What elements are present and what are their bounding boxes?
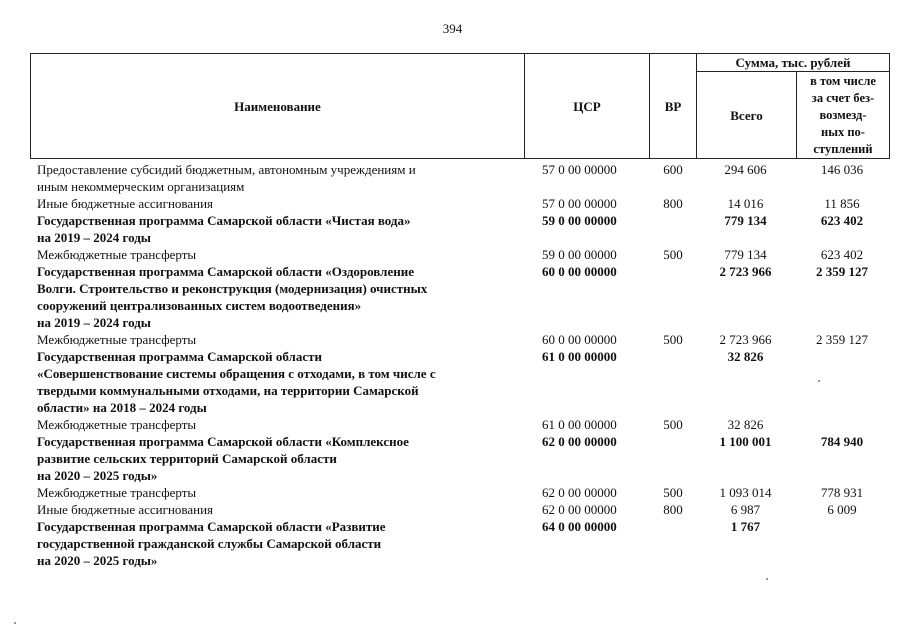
row-name: Государственная программа Самарской области «Оздоровление Волги. Строительство и реконструкция (модернизация) очистных сооружений централизованных систем водоотведения» на 2019 – 2024 годы — [37, 264, 428, 330]
row-total: 1 767 — [730, 519, 761, 534]
row-vr: 500 — [663, 332, 683, 347]
table-row — [0, 195, 905, 212]
row-incl: 146 036 — [820, 162, 864, 177]
header-csr: ЦСР — [573, 98, 601, 114]
row-incl: 778 931 — [820, 485, 864, 500]
table-row — [0, 161, 905, 195]
header-incl: в том числе за счет без- возмезд- ных по- ступлений — [810, 73, 876, 156]
table-row — [0, 246, 905, 263]
row-total: 1 100 001 — [719, 434, 772, 449]
row-total: 6 987 — [730, 502, 761, 517]
table-row — [0, 212, 905, 246]
table-row — [0, 484, 905, 501]
row-name: Межбюджетные трансферты — [37, 485, 197, 500]
row-name: Государственная программа Самарской области «Комплексное развитие сельских территорий Самарской области на 2020 – 2025 годы» — [37, 434, 409, 483]
row-total: 14 016 — [727, 196, 764, 211]
row-csr: 59 0 00 00000 — [542, 247, 617, 262]
header-sum-group: Сумма, тыс. рублей — [735, 55, 851, 70]
row-csr: 64 0 00 00000 — [542, 519, 617, 534]
row-vr: 800 — [663, 196, 683, 211]
row-total: 779 134 — [724, 213, 767, 228]
row-csr: 62 0 00 00000 — [542, 485, 617, 500]
row-name: Государственная программа Самарской области «Развитие государственной гражданской службы Самарской области на 2020 – 2025 годы» — [37, 519, 386, 568]
row-name: Межбюджетные трансферты — [37, 332, 197, 347]
table-row — [0, 331, 905, 348]
row-csr: 57 0 00 00000 — [542, 162, 617, 177]
table-row — [0, 518, 905, 569]
header-total: Всего — [730, 107, 763, 123]
row-name: Иные бюджетные ассигнования — [37, 502, 214, 517]
row-incl: 623 402 — [820, 247, 864, 262]
row-incl: 2 359 127 — [816, 264, 868, 279]
table-body — [0, 161, 905, 569]
row-total: 294 606 — [724, 162, 767, 177]
row-total: 2 723 966 — [719, 332, 772, 347]
row-name: Государственная программа Самарской области «Совершенствование системы обращения с отходами, в том числе с твердыми коммунальными отходами, на территории Самарской области» на 2018 – 2024 годы — [37, 349, 436, 415]
scan-speck — [14, 622, 16, 624]
table-row — [0, 501, 905, 518]
row-incl: 11 856 — [824, 196, 860, 211]
row-incl: 784 940 — [820, 434, 864, 449]
table-row — [0, 416, 905, 433]
row-vr: 800 — [663, 502, 683, 517]
row-csr: 60 0 00 00000 — [542, 264, 617, 279]
row-vr: 500 — [663, 485, 683, 500]
row-name: Межбюджетные трансферты — [37, 247, 197, 262]
row-csr: 62 0 00 00000 — [542, 434, 617, 449]
row-incl: 2 359 127 — [816, 332, 868, 347]
scan-speck — [818, 380, 820, 382]
row-incl: 6 009 — [827, 502, 857, 517]
table-row — [0, 263, 905, 331]
row-total: 32 826 — [727, 349, 764, 364]
row-csr: 59 0 00 00000 — [542, 213, 617, 228]
row-csr: 60 0 00 00000 — [542, 332, 617, 347]
table-row — [0, 348, 905, 416]
row-name: Предоставление субсидий бюджетным, автономным учреждениям и иным некоммерческим организациям — [37, 162, 416, 194]
row-name: Межбюджетные трансферты — [37, 417, 197, 432]
table-row — [0, 433, 905, 484]
header-name: Наименование — [234, 98, 321, 114]
row-name: Иные бюджетные ассигнования — [37, 196, 214, 211]
header-vr: ВР — [664, 98, 682, 114]
row-vr: 500 — [663, 417, 683, 432]
row-csr: 57 0 00 00000 — [542, 196, 617, 211]
scan-speck — [766, 578, 768, 580]
row-vr: 600 — [663, 162, 683, 177]
row-incl: 623 402 — [820, 213, 864, 228]
row-total: 32 826 — [727, 417, 764, 432]
page-number: 394 — [442, 21, 463, 36]
row-csr: 61 0 00 00000 — [542, 417, 617, 432]
row-vr: 500 — [663, 247, 683, 262]
row-total: 779 134 — [724, 247, 767, 262]
row-name: Государственная программа Самарской области «Чистая вода» на 2019 – 2024 годы — [37, 213, 411, 245]
row-total: 1 093 014 — [719, 485, 772, 500]
row-total: 2 723 966 — [719, 264, 772, 279]
row-csr: 61 0 00 00000 — [542, 349, 617, 364]
row-csr: 62 0 00 00000 — [542, 502, 617, 517]
